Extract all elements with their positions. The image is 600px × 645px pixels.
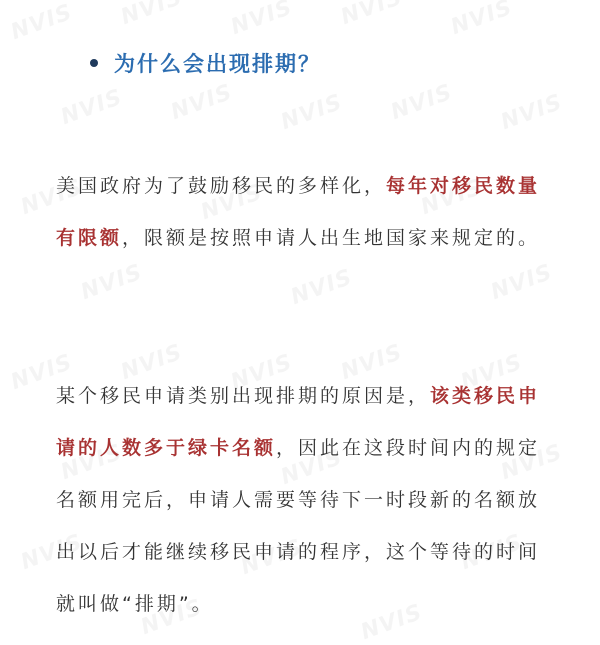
paragraph-text: 美国政府为了鼓励移民的多样化， — [56, 175, 387, 197]
bullet-icon — [90, 59, 98, 67]
highlight-text: 该类移民申请的人数多于绿卡名额 — [56, 385, 541, 459]
paragraph-text: ，因此在这段时间内的规定名额用完后，申请人需要等待下一时段新的名额放出以后才能继续移民申请的程序，这个等待的时间就叫做“排期”。 — [56, 437, 541, 615]
paragraph-text: ，限额是按照申请人出生地国家来规定的。 — [122, 227, 541, 249]
paragraph-quota — [56, 160, 546, 264]
watermark — [288, 265, 356, 310]
watermark — [58, 85, 126, 130]
section-heading — [90, 48, 321, 78]
watermark — [78, 260, 146, 305]
paragraph-reason — [56, 370, 546, 630]
watermark — [278, 90, 346, 135]
watermark — [228, 0, 296, 40]
heading-text: 为什么会出现排期？ — [114, 52, 321, 76]
watermark — [488, 260, 556, 305]
paragraph-text: 某个移民申请类别出现排期的原因是， — [56, 385, 431, 407]
watermark — [498, 90, 566, 135]
watermark — [448, 0, 516, 40]
watermark — [338, 0, 406, 30]
watermark — [8, 0, 76, 45]
watermark — [388, 80, 456, 125]
highlight-text: 每年对移民数量有限额 — [56, 175, 541, 249]
watermark — [118, 0, 186, 30]
watermark — [168, 80, 236, 125]
